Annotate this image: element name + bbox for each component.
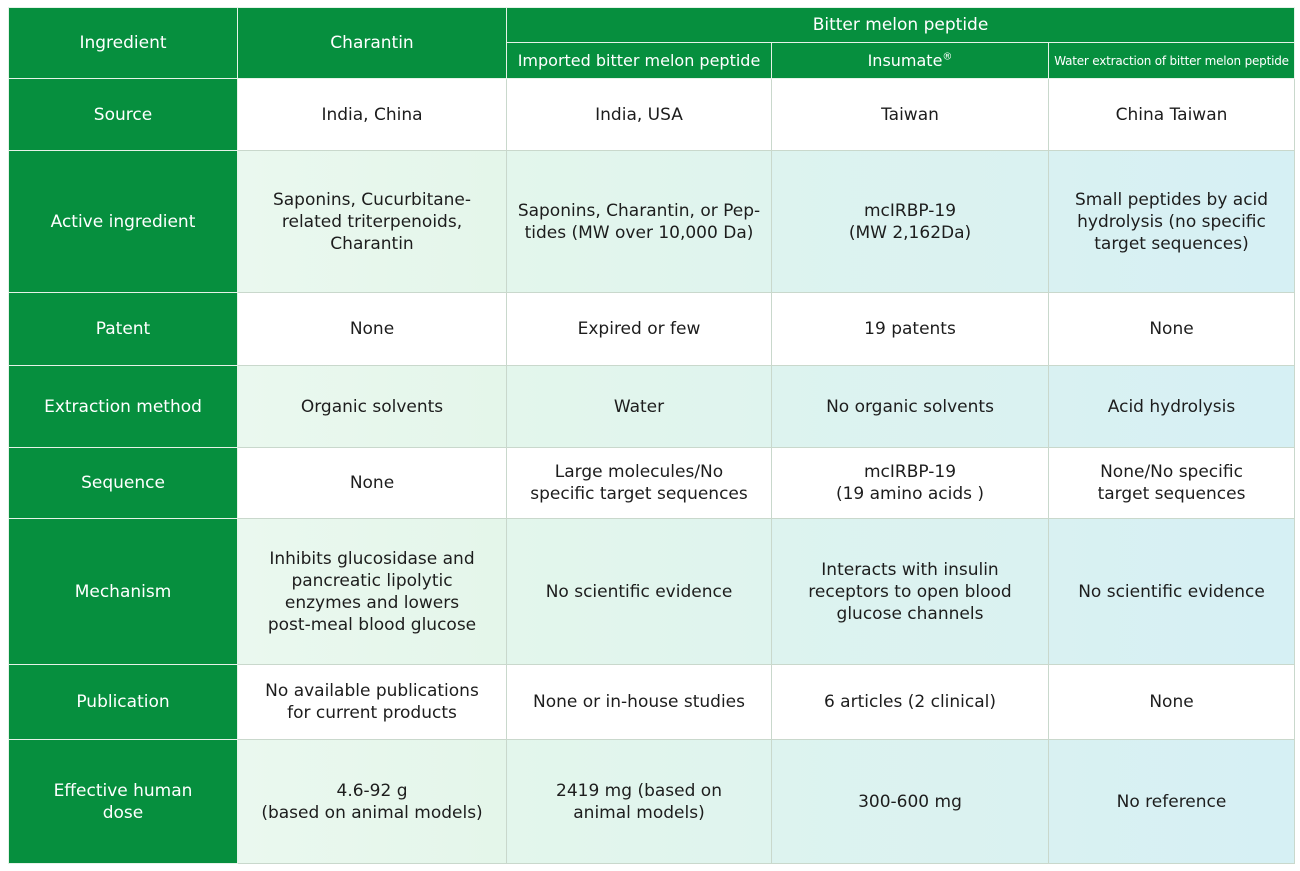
cell-text-line: India, USA bbox=[595, 104, 683, 125]
cell-text-line: mcIRBP-19 bbox=[863, 200, 957, 221]
cell-text-line: None bbox=[349, 319, 395, 339]
cell-text-line: Patent bbox=[95, 319, 151, 339]
cell-text-line: No organic solvents bbox=[826, 396, 994, 417]
table-cell bbox=[238, 740, 507, 864]
table-cell bbox=[1049, 79, 1295, 151]
cell-text-line: Extraction method bbox=[44, 396, 202, 417]
table-row bbox=[9, 366, 1295, 448]
cell-text-line: target sequences) bbox=[1094, 233, 1249, 254]
table-row bbox=[9, 519, 1295, 665]
cell-text-line: Charantin bbox=[330, 233, 414, 254]
table-cell bbox=[238, 366, 507, 448]
table-cell bbox=[238, 448, 507, 519]
cell-text-line: related triterpenoids, bbox=[281, 211, 463, 232]
cell-text-line: specific target sequences bbox=[530, 484, 748, 504]
cell-text-line: Interacts with insulin bbox=[821, 559, 999, 580]
cell-text-line: 4.6-92 g bbox=[336, 780, 408, 801]
table-cell bbox=[238, 665, 507, 740]
bitter-melon-comparison-table bbox=[8, 7, 1295, 864]
cell-text-line: No scientific evidence bbox=[1078, 581, 1265, 602]
header-row-top bbox=[9, 8, 1295, 43]
row-header bbox=[9, 79, 238, 151]
table-cell bbox=[1049, 740, 1295, 864]
cell-text-line: Publication bbox=[76, 692, 170, 712]
table-cell bbox=[507, 665, 772, 740]
table-row bbox=[9, 151, 1295, 293]
table-cell bbox=[507, 151, 772, 293]
table-cell bbox=[507, 79, 772, 151]
cell-text-line: 6 articles (2 clinical) bbox=[823, 692, 997, 712]
table-cell bbox=[772, 151, 1049, 293]
table-body bbox=[9, 79, 1295, 864]
cell-text-line: None or in-house studies bbox=[533, 692, 745, 712]
cell-text-line: No scientific evidence bbox=[545, 581, 733, 602]
table-cell bbox=[772, 79, 1049, 151]
cell-text-line: hydrolysis (no specific bbox=[1077, 211, 1266, 232]
cell-text-line: mcIRBP-19 bbox=[863, 462, 957, 482]
table-cell bbox=[1049, 366, 1295, 448]
header-charantin: Charantin bbox=[238, 8, 507, 79]
registered-mark: ® bbox=[942, 51, 953, 63]
cell-text-line: 19 patents bbox=[864, 319, 956, 339]
cell-text-line: Active ingredient bbox=[50, 211, 196, 232]
cell-text-line: Large molecules/No bbox=[554, 462, 724, 482]
cell-text-line: Mechanism bbox=[74, 581, 172, 602]
cell-text-line: None bbox=[349, 473, 395, 493]
cell-text-line: animal models) bbox=[573, 802, 705, 823]
table-cell bbox=[1049, 448, 1295, 519]
row-header bbox=[9, 665, 238, 740]
comparison-table-wrapper bbox=[8, 7, 1295, 864]
table-cell bbox=[238, 519, 507, 665]
cell-text-line: tides (MW over 10,000 Da) bbox=[524, 222, 754, 243]
cell-text-line: China Taiwan bbox=[1115, 104, 1228, 125]
table-cell bbox=[1049, 151, 1295, 293]
cell-text-line: Small peptides by acid bbox=[1074, 189, 1269, 210]
cell-text-line: Sequence bbox=[81, 473, 165, 493]
header-ingredient: Ingredient bbox=[9, 8, 238, 79]
cell-text-line: No reference bbox=[1116, 791, 1227, 812]
row-header bbox=[9, 151, 238, 293]
cell-text-line: glucose channels bbox=[836, 603, 984, 624]
table-cell bbox=[772, 519, 1049, 665]
table-cell bbox=[1049, 519, 1295, 665]
header-water-extraction: Water extraction of bitter melon peptide bbox=[1049, 43, 1295, 79]
cell-text-line: 300-600 mg bbox=[858, 791, 962, 812]
table-row bbox=[9, 293, 1295, 366]
cell-text-line: (19 amino acids ) bbox=[835, 484, 985, 504]
table-row bbox=[9, 740, 1295, 864]
cell-text-line: post-meal blood glucose bbox=[267, 614, 477, 635]
cell-text-line: Saponins, Charantin, or Pep- bbox=[517, 200, 761, 221]
cell-text-line: for current products bbox=[287, 703, 457, 723]
cell-text-line: Effective human bbox=[53, 780, 193, 801]
cell-text-line: None bbox=[1149, 319, 1194, 339]
table-cell bbox=[507, 366, 772, 448]
cell-text-line: dose bbox=[102, 802, 144, 823]
cell-text-line: Taiwan bbox=[881, 104, 939, 125]
cell-text-line: Organic solvents bbox=[300, 396, 444, 417]
cell-text-line: enzymes and lowers bbox=[284, 592, 460, 613]
row-header bbox=[9, 448, 238, 519]
cell-text-line: Inhibits glucosidase and bbox=[269, 548, 475, 569]
cell-text-line: (based on animal models) bbox=[261, 802, 483, 823]
table-cell bbox=[507, 740, 772, 864]
table-cell bbox=[772, 293, 1049, 366]
row-header bbox=[9, 519, 238, 665]
table-row bbox=[9, 665, 1295, 740]
table-cell bbox=[772, 366, 1049, 448]
table-cell bbox=[507, 293, 772, 366]
table-cell bbox=[238, 293, 507, 366]
header-insumate bbox=[772, 43, 1049, 79]
cell-text-line: 2419 mg (based on bbox=[556, 780, 722, 801]
table-row bbox=[9, 448, 1295, 519]
table-cell bbox=[1049, 293, 1295, 366]
cell-text-line: None/No specific bbox=[1100, 462, 1243, 482]
header-bitter-melon-peptide: Bitter melon peptide bbox=[507, 8, 1295, 43]
cell-text-line: target sequences bbox=[1097, 484, 1246, 504]
cell-text-line: receptors to open blood bbox=[808, 581, 1012, 602]
table-cell bbox=[772, 448, 1049, 519]
cell-text-line: No available publications bbox=[265, 681, 479, 701]
table-cell bbox=[507, 519, 772, 665]
cell-text-line: Saponins, Cucurbitane- bbox=[272, 189, 472, 210]
table-cell bbox=[507, 448, 772, 519]
cell-text-line: India, China bbox=[321, 104, 423, 125]
cell-text-line: Source bbox=[93, 104, 153, 125]
cell-text-line: Acid hydrolysis bbox=[1107, 396, 1236, 417]
table-cell bbox=[238, 79, 507, 151]
table-cell bbox=[1049, 665, 1295, 740]
row-header bbox=[9, 293, 238, 366]
table-row bbox=[9, 79, 1295, 151]
table-cell bbox=[238, 151, 507, 293]
row-header bbox=[9, 366, 238, 448]
table-cell bbox=[772, 665, 1049, 740]
cell-text-line: Expired or few bbox=[577, 319, 701, 339]
header-insumate-label: Insumate bbox=[867, 50, 943, 70]
cell-text-line: Water bbox=[613, 396, 665, 417]
table-cell bbox=[772, 740, 1049, 864]
cell-text-line: pancreatic lipolytic bbox=[291, 570, 453, 591]
header-imported-peptide: Imported bitter melon peptide bbox=[507, 43, 772, 79]
cell-text-line: None bbox=[1149, 692, 1194, 712]
cell-text-line: (MW 2,162Da) bbox=[848, 222, 972, 243]
row-header bbox=[9, 740, 238, 864]
